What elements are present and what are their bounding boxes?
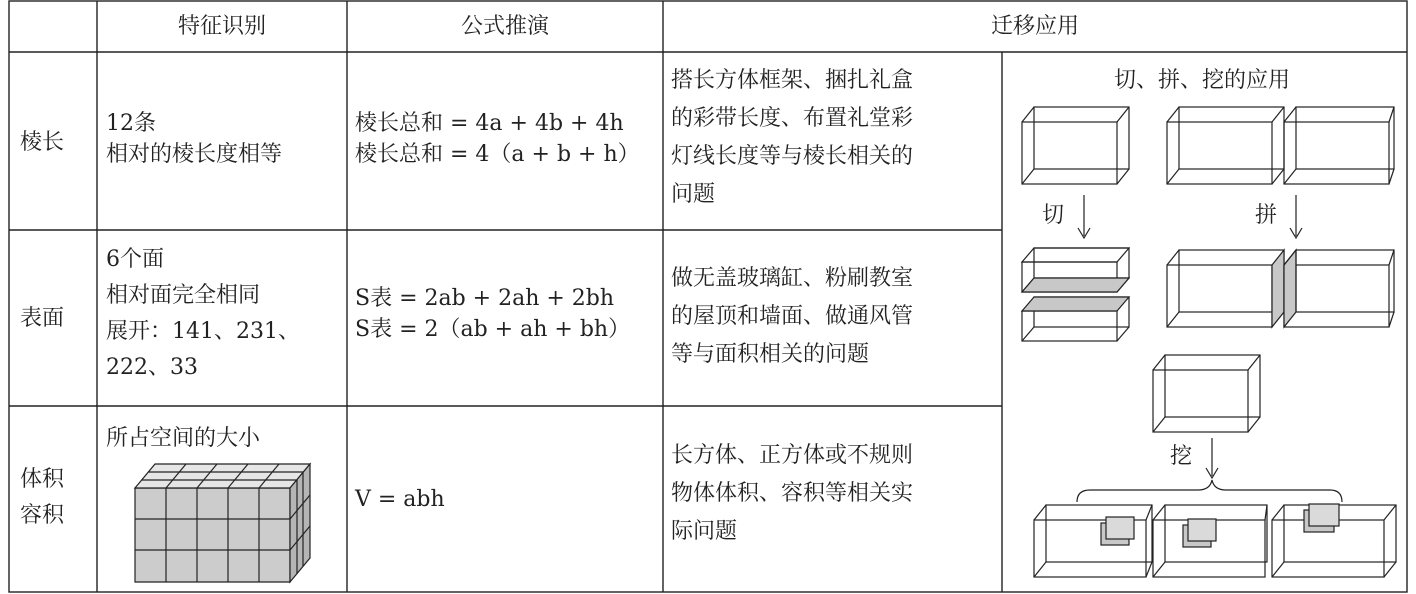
edge-formula-line: 棱长总和 = 4（a + b + h）	[355, 142, 640, 167]
dig-label: 挖	[1170, 444, 1193, 469]
header-application: 迁移应用	[990, 14, 1079, 39]
diagram-title: 切、拼、挖的应用	[1113, 68, 1291, 93]
volume-feature	[106, 423, 260, 454]
surface-feature-line: 222、33	[106, 355, 198, 380]
row-label-edge: 棱长	[20, 130, 65, 155]
edge-feature-line: 相对的棱长度相等	[106, 142, 283, 167]
edge-formula-line: 棱长总和 = 4a + 4b + 4h	[355, 111, 624, 136]
surface-application	[671, 260, 913, 374]
volume-feature-line: 所占空间的大小	[106, 426, 261, 451]
surface-application-line: 做无盖玻璃缸、粉刷教室	[671, 266, 914, 291]
dug-box-1	[1034, 505, 1152, 577]
cut-label: 切	[1042, 203, 1065, 228]
dug-box-2	[1153, 505, 1267, 577]
surface-application-line: 的屋顶和墙面、做通风管	[671, 304, 914, 329]
unit-cube-grid-figure	[135, 464, 310, 582]
edge-feature	[106, 108, 282, 170]
surface-formula-line: S表 = 2ab + 2ah + 2bh	[355, 286, 615, 311]
edge-application-line: 灯线长度等与棱长相关的	[671, 144, 914, 169]
surface-feature	[106, 242, 300, 386]
volume-formula	[355, 484, 445, 515]
cut-join-dig-diagram	[1022, 107, 1396, 577]
row-label-volume-line: 容积	[20, 503, 65, 528]
edge-formula	[355, 108, 640, 170]
surface-feature-line: 展开：141、231、	[106, 319, 300, 344]
boxes-before-join	[1167, 107, 1394, 184]
surface-application-line: 等与面积相关的问题	[671, 342, 870, 367]
surface-formula-line: S表 = 2（ab + ah + bh）	[355, 317, 631, 342]
surface-feature-line: 相对面完全相同	[106, 283, 261, 308]
row-label-volume	[20, 462, 64, 534]
header-feature: 特征识别	[177, 14, 266, 39]
edge-application-line: 的彩带长度、布置礼堂彩	[671, 106, 914, 131]
dug-box-3	[1272, 504, 1396, 577]
row-label-surface: 表面	[20, 306, 65, 331]
join-label: 拼	[1255, 203, 1278, 228]
volume-formula-line: V = abh	[355, 487, 445, 512]
box-after-join	[1167, 250, 1394, 327]
header-formula: 公式推演	[460, 14, 549, 39]
volume-application-line: 物体体积、容积等相关实	[671, 481, 914, 506]
edge-feature-line: 12条	[106, 111, 156, 136]
edge-application	[671, 62, 913, 214]
box-before-cut	[1022, 107, 1129, 184]
volume-application-line: 际问题	[671, 519, 738, 544]
edge-application-line: 问题	[671, 182, 716, 207]
edge-application-line: 搭长方体框架、捆扎礼盒	[671, 68, 914, 93]
row-label-volume-line: 体积	[20, 467, 65, 492]
volume-application	[671, 437, 913, 551]
slabs-after-cut	[1022, 248, 1129, 341]
box-before-dig	[1153, 355, 1260, 432]
surface-formula	[355, 283, 630, 345]
surface-feature-line: 6个面	[106, 247, 164, 272]
volume-application-line: 长方体、正方体或不规则	[671, 443, 914, 468]
